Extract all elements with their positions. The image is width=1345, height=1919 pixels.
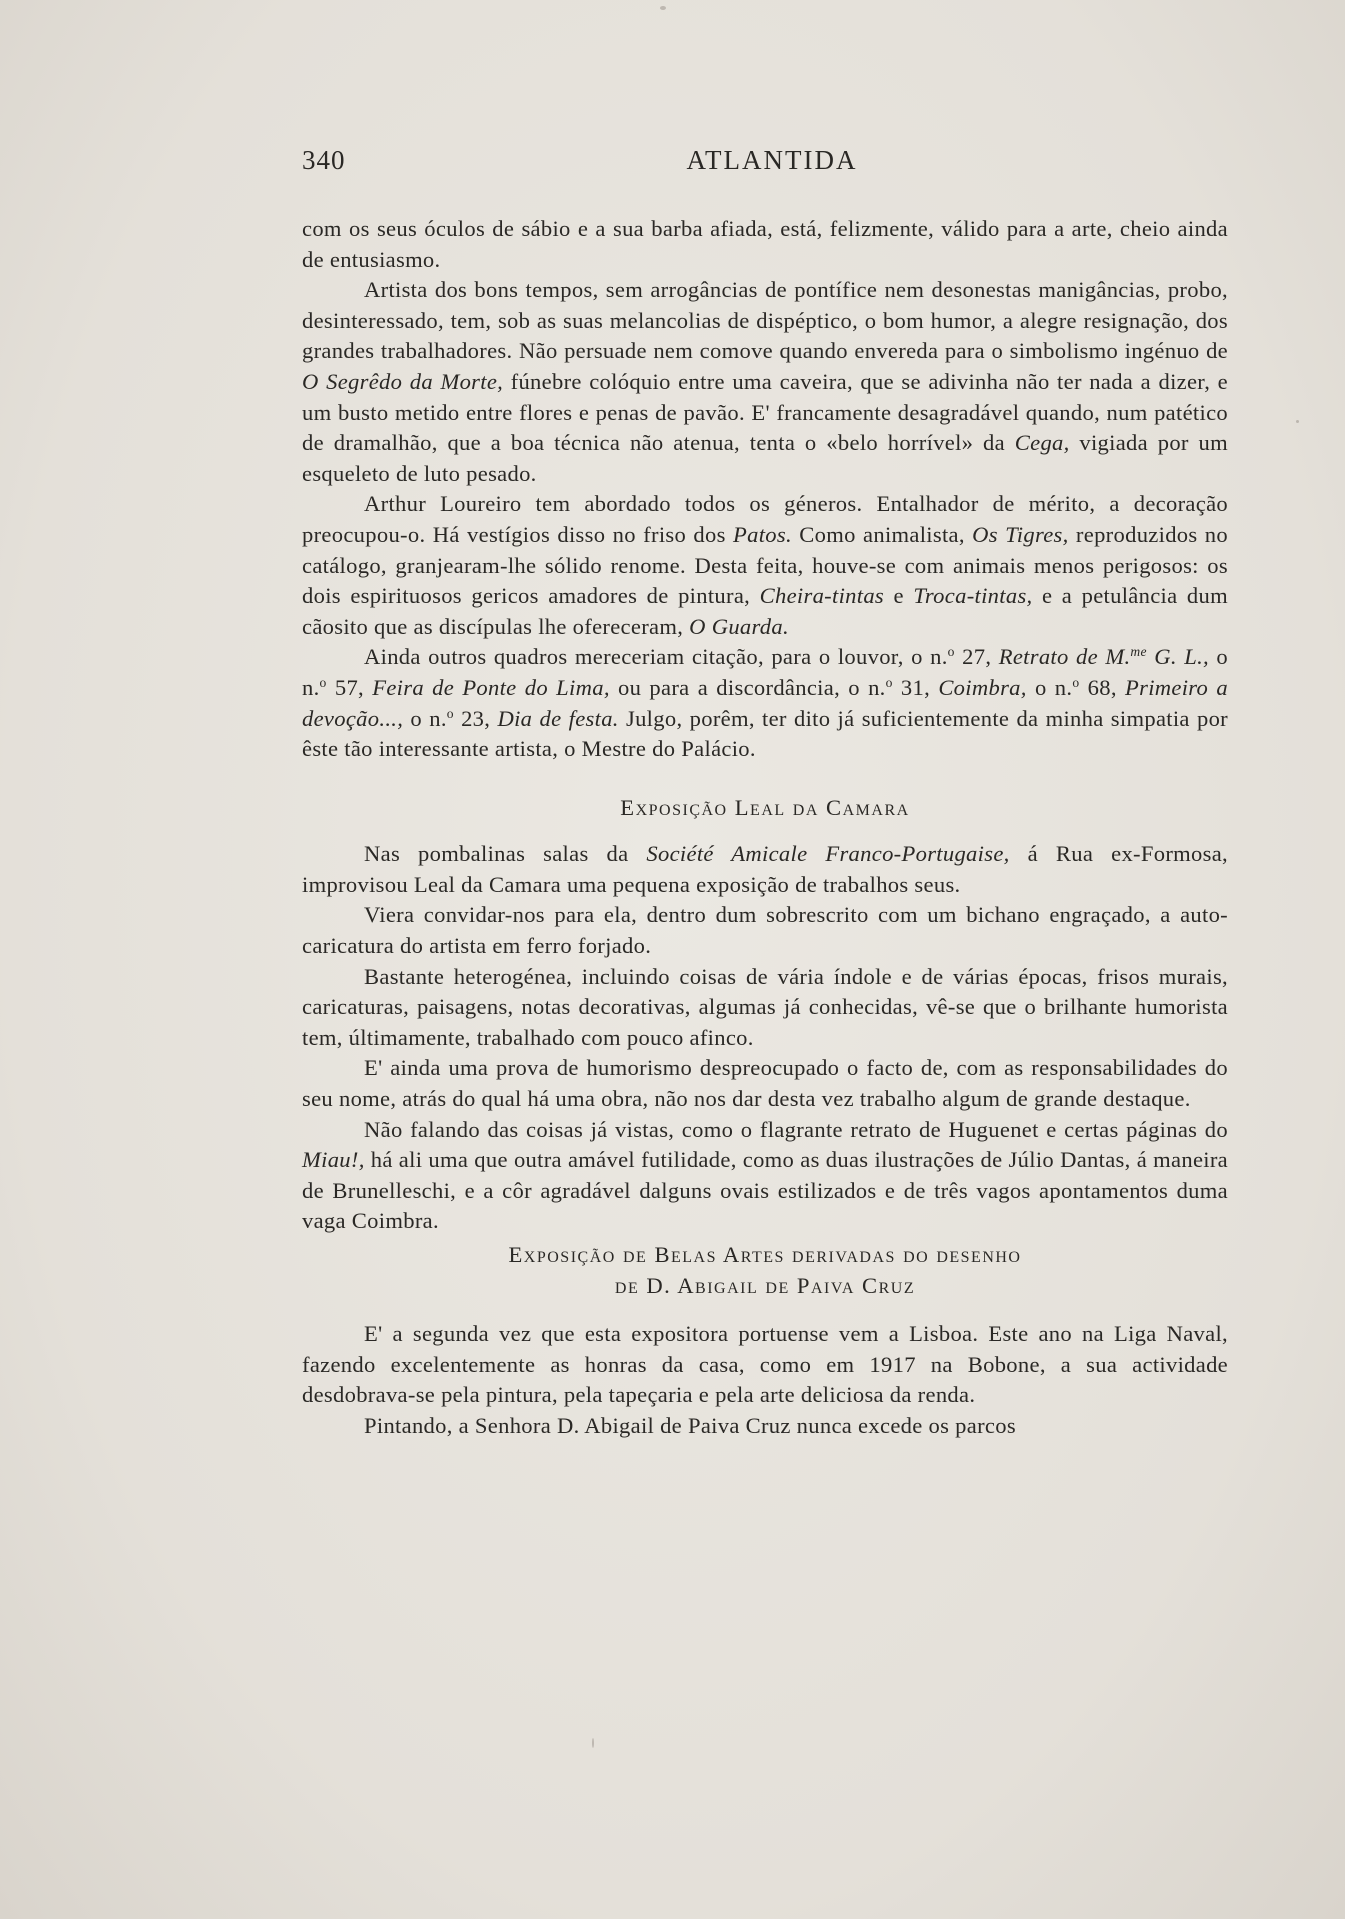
artwork-title: Os Tigres, xyxy=(972,521,1069,547)
text-span: E' ainda uma prova de humorismo despreocupado o facto de, com as responsabilidades do seu nome, atrás do qual há uma obra, não nos dar desta vez trabalho algum de grande destaque. xyxy=(302,1055,1228,1112)
abbrev-sup: me xyxy=(1130,644,1147,660)
text-span: 31, xyxy=(892,674,939,700)
text-span: vigiada por um esqueleto de luto pesado. xyxy=(302,430,1228,486)
text-span: G. L., xyxy=(1146,644,1209,670)
text-span: Nas pombalinas salas da xyxy=(364,841,647,867)
artwork-title xyxy=(999,644,1209,669)
paragraph-10 xyxy=(302,1319,1228,1411)
text-span: Artista dos bons tempos, sem arrogâncias de pontífice nem desonestas manigâncias, probo, desinteressado, tem, sob as suas melancolias de dispéptico, o bom humor, a alegre resignação, dos grandes trabalhadores. Não persuade nem comove quando envereda para o simbolismo ingénuo de xyxy=(302,277,1228,364)
text-span: 57, xyxy=(326,674,373,700)
text-span: Julgo, porêm, ter dito já suficientemente da minha simpatia por êste tão interessante artista, o Mestre do Palácio. xyxy=(302,705,1229,762)
text-span: o n. xyxy=(302,644,1229,700)
paper-speck xyxy=(1296,420,1299,423)
text-span: há ali uma que outra amável futilidade, como as duas ilustrações de Júlio Dantas, á maneira de Brunelleschi, e a côr agradável dalguns ovais estilizados e de três vagos apontamentos duma vaga Coimbra. xyxy=(302,1147,1228,1234)
paragraph-9 xyxy=(302,1115,1228,1237)
text-span: Viera convidar-nos para ela, dentro dum sobrescrito com um bichano engraçado, a auto-caricatura do artista em ferro forjado. xyxy=(302,902,1228,959)
paragraph-7 xyxy=(302,962,1228,1054)
running-header xyxy=(302,145,1242,179)
artwork-title: O Segrêdo da Morte, xyxy=(302,368,504,394)
paragraph-3 xyxy=(302,489,1228,642)
text-span: Bastante heterogénea, incluindo coisas de vária índole e de várias épocas, frisos murais, caricaturas, paisagens, notas decorativas, algumas já conhecidas, vê-se que o brilhante humorista tem, últimamente, trabalhado com pouco afinco. xyxy=(302,963,1228,1050)
artwork-title: Dia de festa. xyxy=(497,705,619,731)
ordinal-sup: o xyxy=(1072,674,1080,690)
section-heading-belas-artes-line-2: de D. Abigail de Paiva Cruz xyxy=(614,1272,916,1298)
paragraph-2 xyxy=(302,275,1228,489)
text-span: 68, xyxy=(1079,674,1126,700)
text-span: o n. xyxy=(403,705,447,731)
artwork-title: Cega, xyxy=(1014,430,1070,456)
publication-title: Miau!, xyxy=(302,1147,365,1173)
ordinal-sup: o xyxy=(446,705,454,721)
text-span: Pintando, a Senhora D. Abigail de Paiva Cruz nunca excede os parcos xyxy=(364,1412,1016,1438)
paragraph-8 xyxy=(302,1053,1228,1114)
institution-name: Société Amicale Franco-Portugaise, xyxy=(646,841,1010,867)
paper-speck xyxy=(660,6,666,10)
artwork-title: Primeiro a devoção..., xyxy=(302,674,1228,731)
text-span: o n. xyxy=(1026,674,1073,700)
article-body xyxy=(302,214,1228,1442)
text-span: Como animalista, xyxy=(791,521,973,547)
ordinal-sup: o xyxy=(319,674,327,690)
text-span: E' a segunda vez que esta expositora portuense vem a Lisboa. Este ano na Liga Naval, fazendo excelentemente as honras da casa, como em 1917 na Bobone, a sua actividade desdobrava-se pela pintura, pela tapeçaria e pela arte deliciosa da renda. xyxy=(302,1321,1228,1408)
artwork-title: Coimbra, xyxy=(938,674,1027,700)
text-span: á Rua ex-Formosa, improvisou Leal da Camara uma pequena exposição de trabalhos seus. xyxy=(302,841,1228,897)
artwork-title: Cheira-tintas xyxy=(759,583,885,609)
text-span: reproduzidos no catálogo, granjearam-lhe sólido renome. Desta feita, houve-se com animais menos perigosos: os dois espirituosos gericos amadores de pintura, xyxy=(302,521,1229,609)
text-span: e a petulância dum cãosito que as discípulas lhe ofereceram, xyxy=(302,583,1228,639)
paper-speck xyxy=(592,1738,594,1748)
text-span: 27, xyxy=(954,644,999,670)
text-span: Retrato de M. xyxy=(998,644,1131,670)
text-span: e xyxy=(884,583,914,609)
section-heading-belas-artes-line-1: Exposição de Belas Artes derivadas do desenho xyxy=(508,1242,1022,1267)
ordinal-sup: o xyxy=(885,674,893,690)
journal-title: ATLANTIDA xyxy=(686,145,858,175)
page-number: 340 xyxy=(302,145,346,175)
artwork-title: O Guarda. xyxy=(689,613,789,639)
text-span: ou para a discordância, o n. xyxy=(609,674,886,700)
paragraph-11 xyxy=(302,1411,1228,1442)
paragraph-1 xyxy=(302,214,1228,275)
artwork-title: Feira de Ponte do Lima, xyxy=(372,674,610,700)
text-span: Não falando das coisas já vistas, como o flagrante retrato de Huguenet e certas páginas do xyxy=(364,1116,1228,1142)
artwork-title: Troca-tintas, xyxy=(913,583,1033,609)
paragraph-4 xyxy=(302,642,1228,764)
ordinal-sup: o xyxy=(947,644,955,660)
artwork-title: Patos. xyxy=(733,521,792,547)
paragraph-6 xyxy=(302,900,1228,961)
text-span: Ainda outros quadros mereceriam citação, para o louvor, o n. xyxy=(364,644,948,670)
text-span: 23, xyxy=(453,705,498,731)
text-span: fúnebre colóquio entre uma caveira, que se adivinha não ter nada a dizer, e um busto metido entre flores e penas de pavão. E' francamente desagradável quando, num patético de dramalhão, que a boa técnica não atenua, tenta o «belo horrível» da xyxy=(302,368,1228,456)
section-heading-leal-da-camara: Exposição Leal da Camara xyxy=(620,794,910,820)
paragraph-5 xyxy=(302,839,1228,900)
paragraph-1-text: com os seus óculos de sábio e a sua barba afiada, está, felizmente, válido para a arte, cheio ainda de entusiasmo. xyxy=(302,216,1228,272)
text-span: Arthur Loureiro tem abordado todos os géneros. Entalhador de mérito, a decoração preocupou-o. Há vestígios disso no friso dos xyxy=(302,491,1228,547)
